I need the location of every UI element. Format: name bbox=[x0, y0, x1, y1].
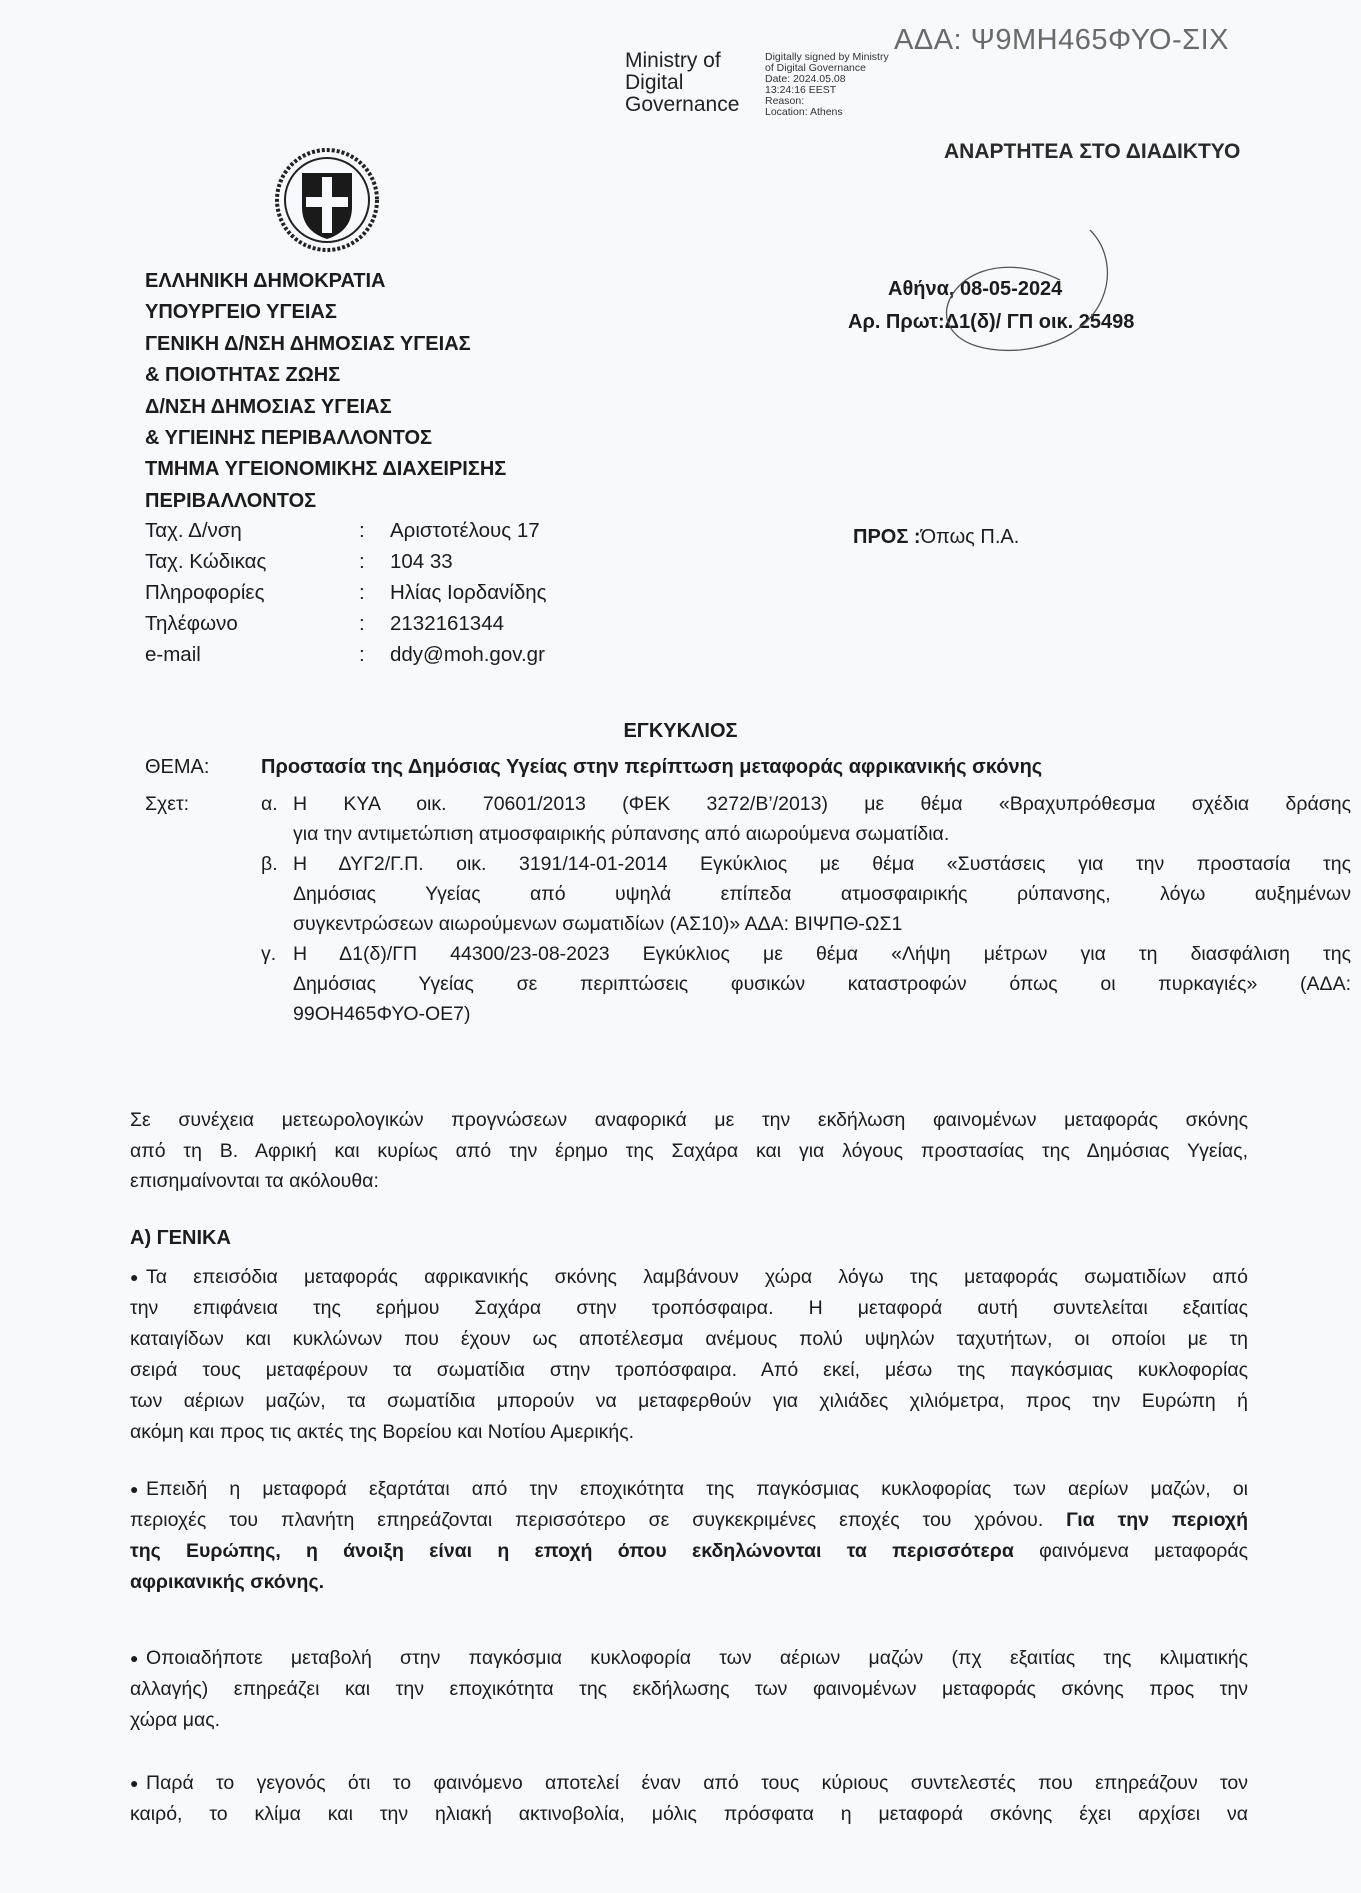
reference-item bbox=[261, 849, 1351, 939]
bullet-line bbox=[130, 1799, 1248, 1830]
bullet-item bbox=[130, 1643, 1248, 1736]
text-segment: σειρά τους μεταφέρουν τα σωματίδια στην τροπόσφαιρα. Από εκεί, μέσω της παγκόσμιας κυκλοφορίας bbox=[130, 1359, 1248, 1381]
issuer-header bbox=[145, 266, 506, 517]
colon: : bbox=[359, 550, 365, 573]
bullet-item bbox=[130, 1474, 1248, 1598]
bold-text: της Ευρώπης, η άνοιξη είναι η εποχή όπου εκδηλώνονται τα περισσότερα bbox=[130, 1540, 1040, 1562]
bullet-line bbox=[130, 1705, 1248, 1736]
reference-item bbox=[261, 789, 1351, 849]
recipient-label: ΠΡΟΣ : bbox=[853, 526, 921, 548]
bullet-line bbox=[130, 1417, 1248, 1448]
signature-org-line: Governance bbox=[625, 93, 740, 116]
bullet-icon: ● bbox=[130, 1775, 139, 1791]
contact-value: Αριστοτέλους 17 bbox=[390, 519, 540, 542]
protocol-number: Αρ. Πρωτ:Δ1(δ)/ ΓΠ οικ. 25498 bbox=[848, 311, 1135, 333]
contact-value: ddy@moh.gov.gr bbox=[390, 643, 545, 666]
reference-key: α. bbox=[261, 793, 278, 815]
section-a-heading: Α) ΓΕΝΙΚΑ bbox=[130, 1227, 231, 1249]
digital-signature-details bbox=[765, 52, 889, 118]
paragraph-line: από τη Β. Αφρική και κυρίως από την έρημο της Σαχάρα και για λόγους προστασίας της Δημόσιας Υγείας, bbox=[130, 1139, 1248, 1162]
reference-line: για την αντιμετώπιση ατμοσφαιρικής ρύπανσης από αιωρούμενα σωματίδια. bbox=[293, 823, 950, 845]
reference-line: Η ΚΥΑ οικ. 70601/2013 (ΦΕΚ 3272/Β’/2013) με θέμα «Βραχυπρόθεσμα σχέδια δράσης bbox=[293, 793, 1351, 815]
bullet-line bbox=[130, 1474, 1248, 1505]
bullet-line bbox=[130, 1674, 1248, 1705]
text-segment: ακόμη και προς τις ακτές της Βορείου και Νοτίου Αμερικής. bbox=[130, 1421, 635, 1443]
bullet-icon: ● bbox=[130, 1481, 139, 1497]
colon: : bbox=[359, 643, 365, 666]
reference-line: Η ΔΥΓ2/Γ.Π. οικ. 3191/14-01-2014 Εγκύκλιος με θέμα «Συστάσεις για την προστασία της bbox=[293, 853, 1351, 875]
signature-org-line: Digital bbox=[625, 71, 684, 94]
header-line: & ΥΓΙΕΙΝΗΣ ΠΕΡΙΒΑΛΛΟΝΤΟΣ bbox=[145, 427, 433, 450]
signature-detail: Digitally signed by Ministry bbox=[765, 51, 889, 63]
digital-signature-org bbox=[625, 50, 739, 116]
reference-item bbox=[261, 939, 1351, 1029]
bullet-line bbox=[130, 1567, 1248, 1598]
text-segment: Επειδή η μεταφορά εξαρτάται από την εποχικότητα της παγκόσμιας κυκλοφορίας των αερίων μαζών, οι bbox=[146, 1478, 1248, 1500]
bullet-line bbox=[130, 1643, 1248, 1674]
ada-code: ΑΔΑ: Ψ9ΜΗ465ΦΥΟ-ΣΙΧ bbox=[894, 24, 1229, 56]
contact-value: 104 33 bbox=[390, 550, 453, 573]
intro-paragraph bbox=[130, 1105, 1248, 1197]
reference-line: Δημόσιας Υγείας σε περιπτώσεις φυσικών καταστροφών όπως οι πυρκαγιές» (ΑΔΑ: bbox=[293, 973, 1351, 995]
recipient bbox=[853, 526, 1019, 549]
bullet-line bbox=[130, 1262, 1248, 1293]
text-segment: Τα επεισόδια μεταφοράς αφρικανικής σκόνης λαμβάνουν χώρα λόγω της μεταφοράς σωματιδίων από bbox=[146, 1266, 1248, 1288]
text-segment: χώρα μας. bbox=[130, 1709, 221, 1731]
contact-value: 2132161344 bbox=[390, 612, 505, 635]
text-segment: αλλαγής) επηρεάζει και την εποχικότητα της εκδήλωσης των φαινομένων μεταφοράς σκόνης προς την bbox=[130, 1678, 1248, 1700]
bullet-line bbox=[130, 1355, 1248, 1386]
signature-org-line: Ministry of bbox=[625, 49, 721, 72]
header-line: & ΠΟΙΟΤΗΤΑΣ ΖΩΗΣ bbox=[145, 364, 341, 387]
contact-value: Ηλίας Ιορδανίδης bbox=[390, 581, 547, 604]
header-line: ΕΛΛΗΝΙΚΗ ΔΗΜΟΚΡΑΤΙΑ bbox=[145, 270, 386, 292]
header-line: ΠΕΡΙΒΑΛΛΟΝΤΟΣ bbox=[145, 489, 317, 512]
bold-text: αφρικανικής σκόνης. bbox=[130, 1571, 325, 1593]
bullet-line bbox=[130, 1505, 1248, 1536]
contact-label: Ταχ. Δ/νση bbox=[145, 519, 242, 542]
header-line: ΥΠΟΥΡΓΕΙΟ ΥΓΕΙΑΣ bbox=[145, 301, 337, 324]
subject-label: ΘΕΜΑ: bbox=[145, 756, 210, 778]
bullet-line bbox=[130, 1536, 1248, 1567]
bullet-line bbox=[130, 1768, 1248, 1799]
contact-label: Πληροφορίες bbox=[145, 581, 265, 604]
bullet-line bbox=[130, 1293, 1248, 1324]
bullet-item bbox=[130, 1768, 1248, 1830]
colon: : bbox=[359, 612, 365, 635]
reference-key: β. bbox=[261, 853, 278, 875]
circular-title: ΕΓΚΥΚΛΙΟΣ bbox=[623, 720, 738, 742]
colon: : bbox=[359, 581, 365, 604]
signature-detail: Location: Athens bbox=[765, 106, 843, 118]
signature-detail: Date: 2024.05.08 bbox=[765, 73, 846, 85]
signature-detail: of Digital Governance bbox=[765, 62, 866, 74]
references-list bbox=[261, 789, 1351, 1029]
greek-emblem-icon bbox=[272, 145, 382, 260]
recipient-value: Όπως Π.Α. bbox=[920, 526, 1020, 548]
bullet-icon: ● bbox=[130, 1650, 139, 1666]
text-segment: Παρά το γεγονός ότι το φαινόμενο αποτελεί έναν από τους κύριους συντελεστές που επηρεάζουν τον bbox=[146, 1772, 1248, 1794]
bullet-line bbox=[130, 1386, 1248, 1417]
subject-line bbox=[145, 756, 1043, 779]
header-line: ΤΜΗΜΑ ΥΓΕΙΟΝΟΜΙΚΗΣ ΔΙΑΧΕΙΡΙΣΗΣ bbox=[145, 458, 507, 481]
reference-line: συγκεντρώσεων αιωρούμενων σωματιδίων (ΑΣ10)» ΑΔΑ: ΒΙΨΠΘ-ΩΣ1 bbox=[293, 913, 903, 935]
bullet-item bbox=[130, 1262, 1248, 1448]
text-segment: φαινόμενα μεταφοράς bbox=[1039, 1540, 1248, 1562]
header-line: ΓΕΝΙΚΗ Δ/ΝΣΗ ΔΗΜΟΣΙΑΣ ΥΓΕΙΑΣ bbox=[145, 332, 471, 355]
pen-circle-mark bbox=[940, 225, 1140, 370]
signature-detail: 13:24:16 EEST bbox=[765, 84, 837, 96]
bullet-line bbox=[130, 1324, 1248, 1355]
document-date: Αθήνα, 08-05-2024 bbox=[888, 278, 1063, 300]
references-label: Σχετ: bbox=[145, 793, 190, 815]
text-segment: των αέριων μαζών, τα σωματίδια μπορούν να μεταφερθούν για χιλιάδες χιλιόμετρα, προς την Ευρώπη ή bbox=[130, 1390, 1248, 1412]
contact-label: Τηλέφωνο bbox=[145, 612, 238, 635]
contact-label: Ταχ. Κώδικας bbox=[145, 550, 267, 573]
text-segment: την επιφάνεια της ερήμου Σαχάρα στην τροπόσφαιρα. Η μεταφορά αυτή συντελείται εξαιτίας bbox=[130, 1297, 1248, 1319]
reference-line: Δημόσιας Υγείας από υψηλά επίπεδα ατμοσφαιρικής ρύπανσης, λόγω αυξημένων bbox=[293, 883, 1351, 905]
paragraph-line: επισημαίνονται τα ακόλουθα: bbox=[130, 1170, 379, 1192]
contact-label: e-mail bbox=[145, 643, 201, 666]
bullet-icon: ● bbox=[130, 1269, 139, 1285]
reference-line: Η Δ1(δ)/ΓΠ 44300/23-08-2023 Εγκύκλιος με θέμα «Λήψη μέτρων για τη διασφάλιση της bbox=[293, 943, 1351, 965]
reference-key: γ. bbox=[261, 943, 277, 965]
text-segment: καταιγίδων και κυκλώνων που έχουν ως αποτέλεσμα ανέμους πολύ υψηλών ταχυτήτων, οι οποίοι με τη bbox=[130, 1328, 1248, 1350]
bold-text: Για την περιοχή bbox=[1066, 1509, 1248, 1531]
post-online-notice: ΑΝΑΡΤΗΤΕΑ ΣΤΟ ΔΙΑΔΙΚΤΥΟ bbox=[944, 140, 1241, 163]
paragraph-line: Σε συνέχεια μετεωρολογικών προγνώσεων αναφορικά με την εκδήλωση φαινομένων μεταφοράς σκόνης bbox=[130, 1109, 1248, 1131]
text-segment: καιρό, το κλίμα και την ηλιακή ακτινοβολία, μόλις πρόσφατα η μεταφορά σκόνης έχει αρχίσει να bbox=[130, 1803, 1248, 1825]
header-line: Δ/ΝΣΗ ΔΗΜΟΣΙΑΣ ΥΓΕΙΑΣ bbox=[145, 395, 392, 418]
text-segment: Οποιαδήποτε μεταβολή στην παγκόσμια κυκλοφορία των αέριων μαζών (πχ εξαιτίας της κλιματικής bbox=[146, 1647, 1248, 1669]
text-segment: περιοχές του πλανήτη επηρεάζονται περισσότερο σε συγκεκριμένες εποχές του χρόνου. bbox=[130, 1509, 1067, 1531]
reference-line: 99ΟΗ465ΦΥΟ-ΟΕ7) bbox=[293, 1003, 471, 1025]
colon: : bbox=[359, 519, 365, 542]
subject-text: Προστασία της Δημόσιας Υγείας στην περίπτωση μεταφοράς αφρικανικής σκόνης bbox=[261, 756, 1043, 778]
signature-detail: Reason: bbox=[765, 95, 805, 107]
